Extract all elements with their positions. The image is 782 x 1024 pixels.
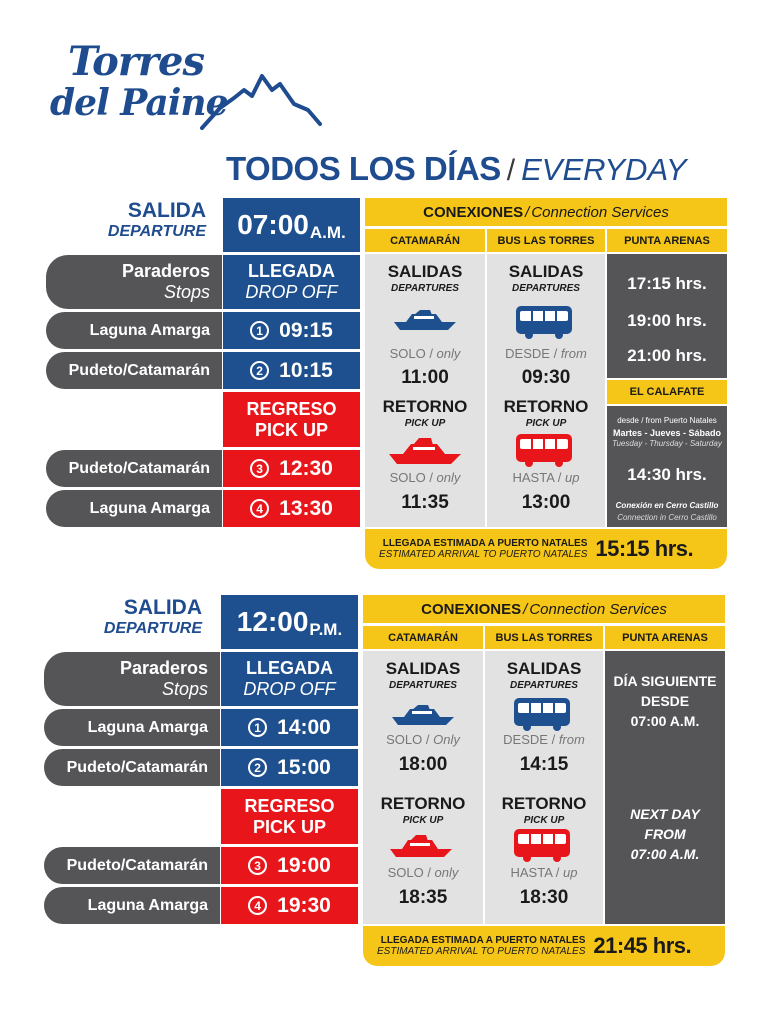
stop-name: Pudeto/Catamarán (44, 749, 220, 786)
salida-text: SALIDA (123, 596, 202, 619)
retorno-label: RETORNO (501, 794, 587, 813)
stop-number-badge: 1 (250, 321, 269, 340)
stop-time (221, 749, 358, 786)
title-es: TODOS LOS DÍAS (226, 150, 501, 187)
desde-text: DESDE (503, 732, 548, 747)
drop-off-text: DROP OFF (245, 282, 338, 302)
departures-label: DEPARTURES (512, 283, 580, 294)
departure-text: DEPARTURE (103, 620, 202, 637)
retorno-label: RETORNO (503, 397, 589, 416)
out-label: SOLO / Only (386, 732, 460, 747)
connection-services-text: Connection Services (529, 600, 667, 618)
salidas-label: SALIDAS (506, 659, 582, 678)
departure-time-value: 07:00 (237, 209, 309, 240)
departure-text: DEPARTURE (107, 223, 206, 240)
arrival-en: ESTIMATED ARRIVAL TO PUERTO NATALES (377, 946, 586, 957)
page-title (226, 150, 726, 196)
boat-icon (392, 306, 458, 332)
stops-header (46, 255, 222, 309)
salidas-label: SALIDAS (508, 262, 584, 281)
catamaran-out-time: 18:00 (398, 754, 448, 775)
stops-text: Stops (161, 679, 208, 699)
col-header-bus: BUS LAS TORRES (487, 229, 605, 252)
stop-name: Laguna Amarga (46, 490, 222, 527)
pa-time: 17:15 hrs. (627, 274, 707, 293)
bus-out-time: 09:30 (521, 367, 571, 388)
bus-column (487, 254, 605, 527)
departures-label: DEPARTURES (389, 680, 457, 691)
stop-time-value: 13:30 (279, 496, 333, 520)
out-label: DESDE / from (505, 346, 587, 361)
up-text: up (565, 470, 580, 485)
ret-label: SOLO / only (387, 865, 459, 880)
calafate-desde: desde / from Puerto Natales (617, 416, 717, 425)
stop-number-badge: 4 (248, 896, 267, 915)
salidas-label: SALIDAS (385, 659, 461, 678)
calafate-connection: Connection in Cerro Castillo (617, 513, 717, 522)
stop-time (223, 490, 360, 527)
connections-title (363, 595, 725, 623)
stop-time-value: 12:30 (279, 456, 333, 480)
from-text: from (558, 732, 585, 747)
arrival-time: 21:45 hrs. (593, 933, 692, 958)
stop-time-value: 19:00 (277, 853, 331, 877)
drop-off-header (223, 255, 360, 309)
logo-line-2: del Paine (50, 82, 228, 124)
boat-icon (388, 831, 454, 859)
punta-arenas-column (605, 651, 725, 924)
ret-label: HASTA / up (510, 865, 578, 880)
solo-text: SOLO (386, 732, 423, 747)
logo-line-1: Torres (68, 38, 204, 85)
bus-ret-time: 13:00 (521, 492, 571, 513)
mountain-icon (200, 60, 330, 140)
stop-time (223, 312, 360, 349)
arrival-en: ESTIMATED ARRIVAL TO PUERTO NATALES (379, 549, 588, 560)
only-text: only (436, 470, 461, 485)
torres-del-paine-logo (50, 38, 290, 138)
stop-number-badge: 1 (248, 718, 267, 737)
bus-out-time: 14:15 (519, 754, 569, 775)
pick-up-label: PICK UP (404, 418, 446, 429)
arrival-banner (363, 926, 725, 966)
departures-label: DEPARTURES (391, 283, 459, 294)
pa-text-en: NEXT DAY (630, 806, 700, 822)
only-text: only (434, 865, 459, 880)
pick-up-label: PICK UP (523, 815, 565, 826)
departures-label: DEPARTURES (510, 680, 578, 691)
pick-up-text: PICK UP (252, 816, 326, 837)
stop-time (221, 709, 358, 746)
bus-ret-time: 18:30 (519, 887, 569, 908)
pa-text-en: 07:00 A.M. (630, 846, 700, 862)
drop-off-header (221, 652, 358, 706)
col-header-bus: BUS LAS TORRES (485, 626, 603, 649)
pick-up-header (221, 789, 358, 844)
only-text: Only (433, 732, 460, 747)
bus-icon (512, 696, 572, 732)
stop-number-badge: 2 (250, 361, 269, 380)
stop-name: Laguna Amarga (46, 312, 222, 349)
solo-text: SOLO (389, 346, 426, 361)
connections-title (365, 198, 727, 226)
salida-text: SALIDA (127, 199, 206, 222)
departure-label (36, 200, 206, 242)
stop-name: Laguna Amarga (44, 709, 220, 746)
bus-icon (514, 304, 574, 340)
only-text: only (436, 346, 461, 361)
calafate-conexion: Conexión en Cerro Castillo (615, 501, 719, 510)
stop-time (221, 887, 358, 924)
pick-up-label: PICK UP (525, 418, 567, 429)
up-text: up (563, 865, 578, 880)
stops-text: Stops (163, 282, 210, 302)
catamaran-out-time: 11:00 (401, 367, 449, 388)
arrival-es: LLEGADA ESTIMADA A PUERTO NATALES (380, 935, 586, 946)
col-header-catamaran: CATAMARÁN (363, 626, 483, 649)
desde-text: DESDE (505, 346, 550, 361)
pick-up-text: PICK UP (254, 419, 328, 440)
pick-up-label: PICK UP (402, 815, 444, 826)
punta-arenas-column (607, 254, 727, 378)
boat-icon (390, 701, 456, 727)
el-calafate-header: EL CALAFATE (607, 380, 727, 404)
catamaran-ret-time: 11:35 (401, 492, 449, 513)
regreso-text: REGRESO (244, 795, 335, 816)
stop-time (223, 450, 360, 487)
stop-time (221, 847, 358, 884)
stop-time (223, 352, 360, 389)
conexiones-sep: / (525, 203, 530, 221)
arrival-es: LLEGADA ESTIMADA A PUERTO NATALES (382, 538, 588, 549)
pick-up-header (223, 392, 360, 447)
llegada-text: LLEGADA (246, 658, 333, 678)
pa-time: 21:00 hrs. (627, 346, 707, 365)
from-text: from (560, 346, 587, 361)
bus-icon (514, 432, 574, 468)
conexiones-text: CONEXIONES (421, 600, 522, 618)
stop-time-value: 09:15 (279, 318, 333, 342)
stop-name: Pudeto/Catamarán (46, 352, 222, 389)
el-calafate-column (607, 406, 727, 527)
catamaran-column (363, 651, 483, 924)
pa-text-en: FROM (644, 826, 686, 842)
bus-icon (512, 827, 572, 863)
stop-time-value: 15:00 (277, 755, 331, 779)
calafate-days-en: Tuesday - Thursday - Saturday (612, 439, 722, 448)
retorno-label: RETORNO (380, 794, 466, 813)
arrival-banner (365, 529, 727, 569)
connection-services-text: Connection Services (531, 203, 669, 221)
hasta-text: HASTA (510, 865, 553, 880)
conexiones-sep: / (523, 600, 528, 618)
pa-time: 19:00 hrs. (627, 311, 707, 330)
stop-number-badge: 2 (248, 758, 267, 777)
col-header-catamaran: CATAMARÁN (365, 229, 485, 252)
stop-time-value: 19:30 (277, 893, 331, 917)
paraderos-text: Paraderos (119, 658, 208, 678)
drop-off-text: DROP OFF (243, 679, 336, 699)
ret-label: SOLO / only (389, 470, 461, 485)
calafate-days: Martes - Jueves - Sábado (612, 428, 722, 438)
ret-label: HASTA / up (512, 470, 580, 485)
out-label: DESDE / from (503, 732, 585, 747)
departure-ampm: P.M. (309, 620, 343, 639)
title-en: EVERYDAY (521, 152, 687, 187)
bus-column (485, 651, 603, 924)
departure-label (32, 597, 202, 639)
departure-time (223, 198, 360, 252)
solo-text: SOLO (389, 470, 426, 485)
departure-time (221, 595, 358, 649)
regreso-text: REGRESO (246, 398, 337, 419)
stop-number-badge: 3 (248, 856, 267, 875)
catamaran-column (365, 254, 485, 527)
paraderos-text: Paraderos (121, 261, 210, 281)
stops-header (44, 652, 220, 706)
stop-name: Laguna Amarga (44, 887, 220, 924)
salidas-label: SALIDAS (387, 262, 463, 281)
stop-time-value: 14:00 (277, 715, 331, 739)
retorno-label: RETORNO (382, 397, 468, 416)
pa-text-es: 07:00 A.M. (630, 713, 700, 729)
title-separator: / (506, 154, 516, 187)
out-label: SOLO / only (389, 346, 461, 361)
solo-text: SOLO (387, 865, 424, 880)
departure-time-value: 12:00 (236, 606, 309, 637)
boat-icon (387, 434, 463, 466)
col-header-punta-arenas: PUNTA ARENAS (605, 626, 725, 649)
stop-name: Pudeto/Catamarán (44, 847, 220, 884)
col-header-punta-arenas: PUNTA ARENAS (607, 229, 727, 252)
stop-number-badge: 3 (250, 459, 269, 478)
pa-text-es: DÍA SIGUIENTE (613, 673, 717, 689)
stop-time-value: 10:15 (279, 358, 333, 382)
pa-text-es: DESDE (640, 693, 690, 709)
llegada-text: LLEGADA (248, 261, 335, 281)
arrival-time: 15:15 hrs. (595, 536, 694, 561)
calafate-time: 14:30 hrs. (627, 465, 707, 484)
hasta-text: HASTA (512, 470, 555, 485)
stop-number-badge: 4 (250, 499, 269, 518)
stop-name: Pudeto/Catamarán (46, 450, 222, 487)
catamaran-ret-time: 18:35 (398, 887, 448, 908)
conexiones-text: CONEXIONES (423, 203, 524, 221)
departure-ampm: A.M. (309, 223, 346, 242)
